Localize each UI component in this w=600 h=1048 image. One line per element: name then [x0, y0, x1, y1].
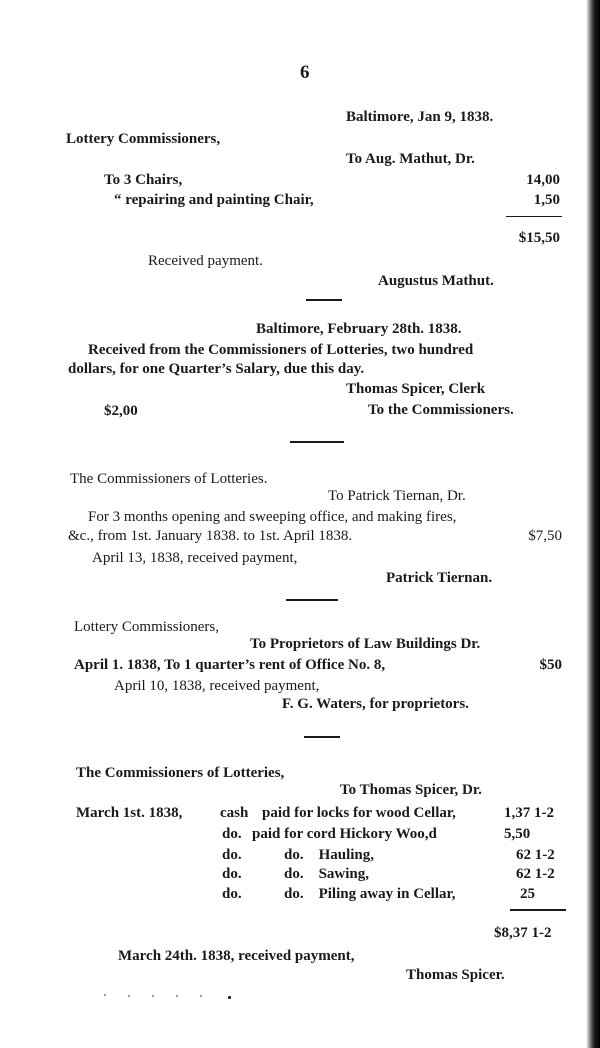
- divider-1: [306, 299, 342, 301]
- scan-speck: [104, 994, 106, 996]
- scan-speck: [128, 995, 130, 997]
- entry1-item2-amount: 1,50: [533, 192, 560, 208]
- entry5-row3-col1: do.: [222, 847, 242, 863]
- entry5-row3-desc: do. Hauling,: [284, 847, 375, 863]
- entry5-row1-amount: 1,37 1-2: [504, 805, 554, 821]
- entry3-addressee: The Commissioners of Lotteries.: [70, 471, 268, 487]
- entry4-text-line1: April 1. 1838, To 1 quarter’s rent of Office No. 8,: [74, 657, 386, 673]
- entry5-addressee: The Commissioners of Lotteries,: [76, 765, 285, 781]
- entry2-signature: Thomas Spicer, Clerk: [346, 381, 486, 397]
- scan-speck: [200, 995, 202, 997]
- entry5-row1-col1: cash: [220, 805, 249, 821]
- entry4-amount: $50: [539, 657, 562, 673]
- entry1-date-line: Baltimore, Jan 9, 1838.: [346, 109, 494, 125]
- entry3-received: April 13, 1838, received payment,: [92, 550, 298, 566]
- entry2-date-line: Baltimore, February 28th. 1838.: [256, 321, 462, 337]
- entry1-item1-desc: To 3 Chairs,: [104, 172, 183, 188]
- divider-4: [304, 736, 340, 738]
- entry3-text-line1: For 3 months opening and sweeping office, and making fires,: [88, 509, 457, 525]
- entry3-amount: $7,50: [528, 528, 562, 544]
- entry2-signature-line2: To the Commissioners.: [368, 402, 514, 418]
- scan-speck: [228, 996, 231, 999]
- entry1-item1-amount: 14,00: [526, 172, 560, 188]
- entry2-text-line1: Received from the Commissioners of Lotteries, two hundred: [88, 342, 474, 358]
- entry5-row4-desc: do. Sawing,: [284, 866, 370, 882]
- entry5-received: March 24th. 1838, received payment,: [118, 948, 355, 964]
- entry5-sum-rule: [510, 909, 566, 911]
- scan-speck: [152, 995, 154, 997]
- entry1-signature: Augustus Mathut.: [378, 273, 494, 289]
- divider-2: [290, 441, 344, 443]
- entry4-addressee: Lottery Commissioners,: [74, 619, 219, 635]
- entry5-row4-col1: do.: [222, 866, 242, 882]
- entry1-creditor: To Aug. Mathut, Dr.: [346, 151, 475, 167]
- entry5-row5-desc: do. Piling away in Cellar,: [284, 886, 456, 902]
- entry4-creditor: To Proprietors of Law Buildings Dr.: [250, 636, 481, 652]
- entry3-signature: Patrick Tiernan.: [386, 570, 493, 586]
- page-number: 6: [300, 62, 310, 83]
- divider-3: [286, 599, 338, 601]
- entry4-signature: F. G. Waters, for proprietors.: [282, 696, 469, 712]
- entry1-item2-desc: “ repairing and painting Chair,: [114, 192, 314, 208]
- entry4-received: April 10, 1838, received payment,: [114, 678, 320, 694]
- entry1-total: $15,50: [518, 230, 560, 246]
- entry2-text-line2: dollars, for one Quarter’s Salary, due this day.: [68, 361, 365, 377]
- entry1-received: Received payment.: [148, 253, 263, 269]
- entry5-signature: Thomas Spicer.: [406, 967, 505, 983]
- scan-speck: [176, 995, 178, 997]
- entry5-row5-amount: 25: [520, 886, 535, 902]
- entry5-row5-col1: do.: [222, 886, 242, 902]
- entry1-addressee: Lottery Commissioners,: [66, 131, 221, 147]
- entry5-creditor: To Thomas Spicer, Dr.: [340, 782, 482, 798]
- entry2-amount: $2,00: [104, 403, 138, 419]
- entry5-row1-date: March 1st. 1838,: [76, 805, 183, 821]
- entry5-row2-col1: do.: [222, 826, 242, 842]
- entry5-row2-desc: paid for cord Hickory Woo,d: [252, 826, 437, 842]
- entry5-row4-amount: 62 1-2: [516, 866, 555, 882]
- entry5-row2-amount: 5,50: [504, 826, 531, 842]
- entry5-row3-amount: 62 1-2: [516, 847, 555, 863]
- entry3-text-line2: &c., from 1st. January 1838. to 1st. April 1838.: [68, 528, 353, 544]
- entry5-row1-desc: paid for locks for wood Cellar,: [262, 805, 456, 821]
- page-edge-shadow: [586, 0, 600, 1048]
- entry1-sum-rule: [506, 216, 562, 217]
- entry3-creditor: To Patrick Tiernan, Dr.: [328, 488, 466, 504]
- entry5-total: $8,37 1-2: [494, 925, 552, 941]
